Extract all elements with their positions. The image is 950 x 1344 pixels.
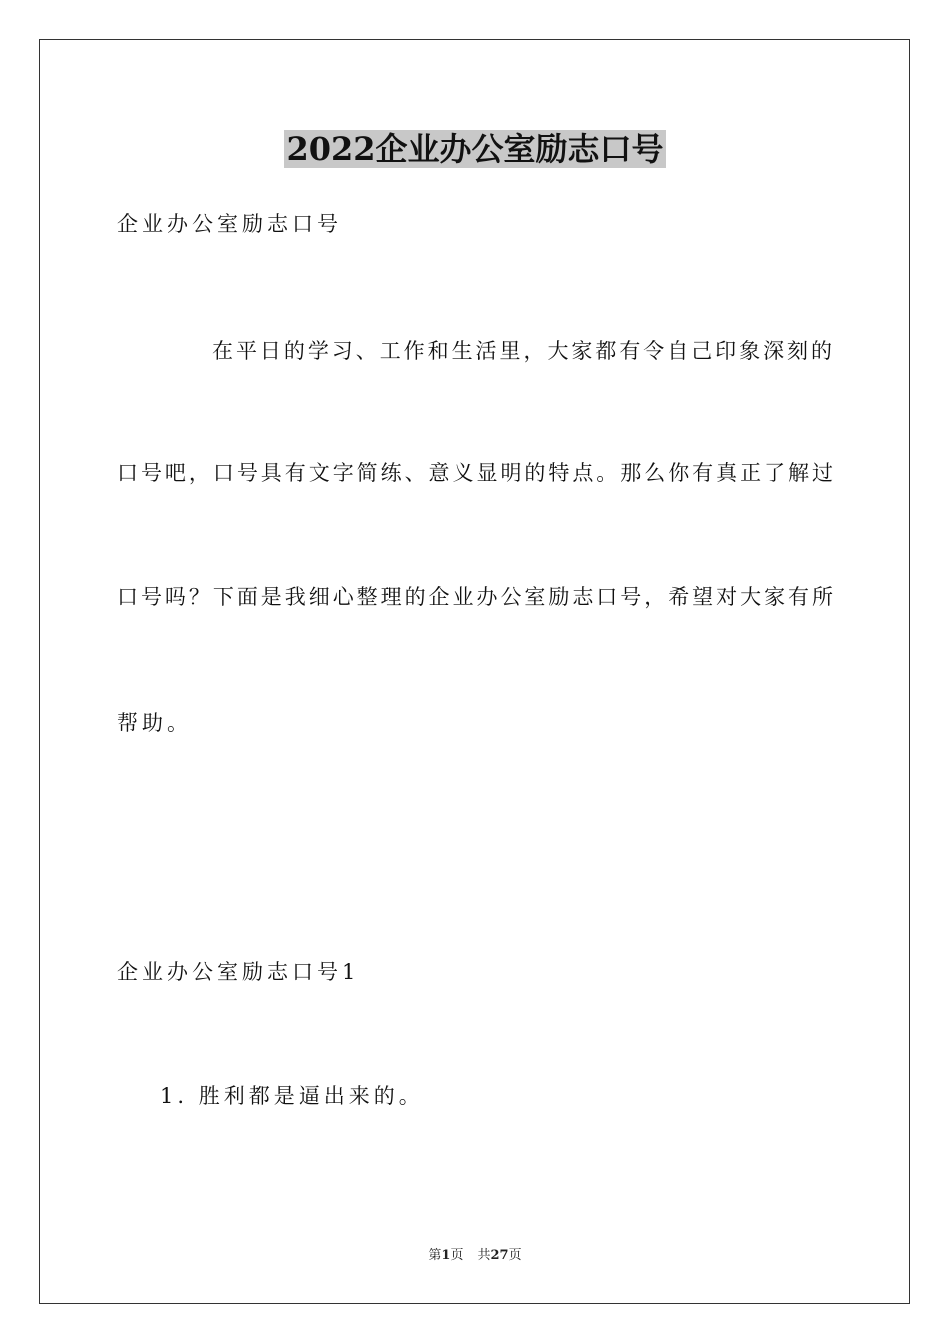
document-title-text: 2022企业办公室励志口号 [286, 130, 664, 168]
intro-line-1: 在平日的学习、工作和生活里，大家都有令自己印象深刻的 [212, 339, 832, 363]
document-subtitle: 企业办公室励志口号 [117, 212, 342, 236]
intro-line-3: 口号吗？下面是我细心整理的企业办公室励志口号，希望对大家有所 [117, 585, 833, 609]
intro-line-2: 口号吧，口号具有文字简练、意义显明的特点。那么你有真正了解过 [117, 461, 833, 485]
list-item: 1. 胜利都是逼出来的。 [160, 1084, 424, 1108]
footer-page-number: 1 [441, 1248, 451, 1263]
footer-page-unit: 页 [450, 1248, 464, 1263]
footer-total-prefix: 共 [477, 1248, 491, 1263]
footer-total-unit: 页 [508, 1248, 522, 1263]
intro-line-4: 帮助。 [117, 711, 192, 735]
document-title [0, 128, 950, 170]
section-heading: 企业办公室励志口号1 [117, 960, 360, 984]
footer-page-prefix: 第 [428, 1248, 442, 1263]
footer-total-pages: 27 [490, 1248, 509, 1263]
page-footer [0, 1247, 950, 1265]
